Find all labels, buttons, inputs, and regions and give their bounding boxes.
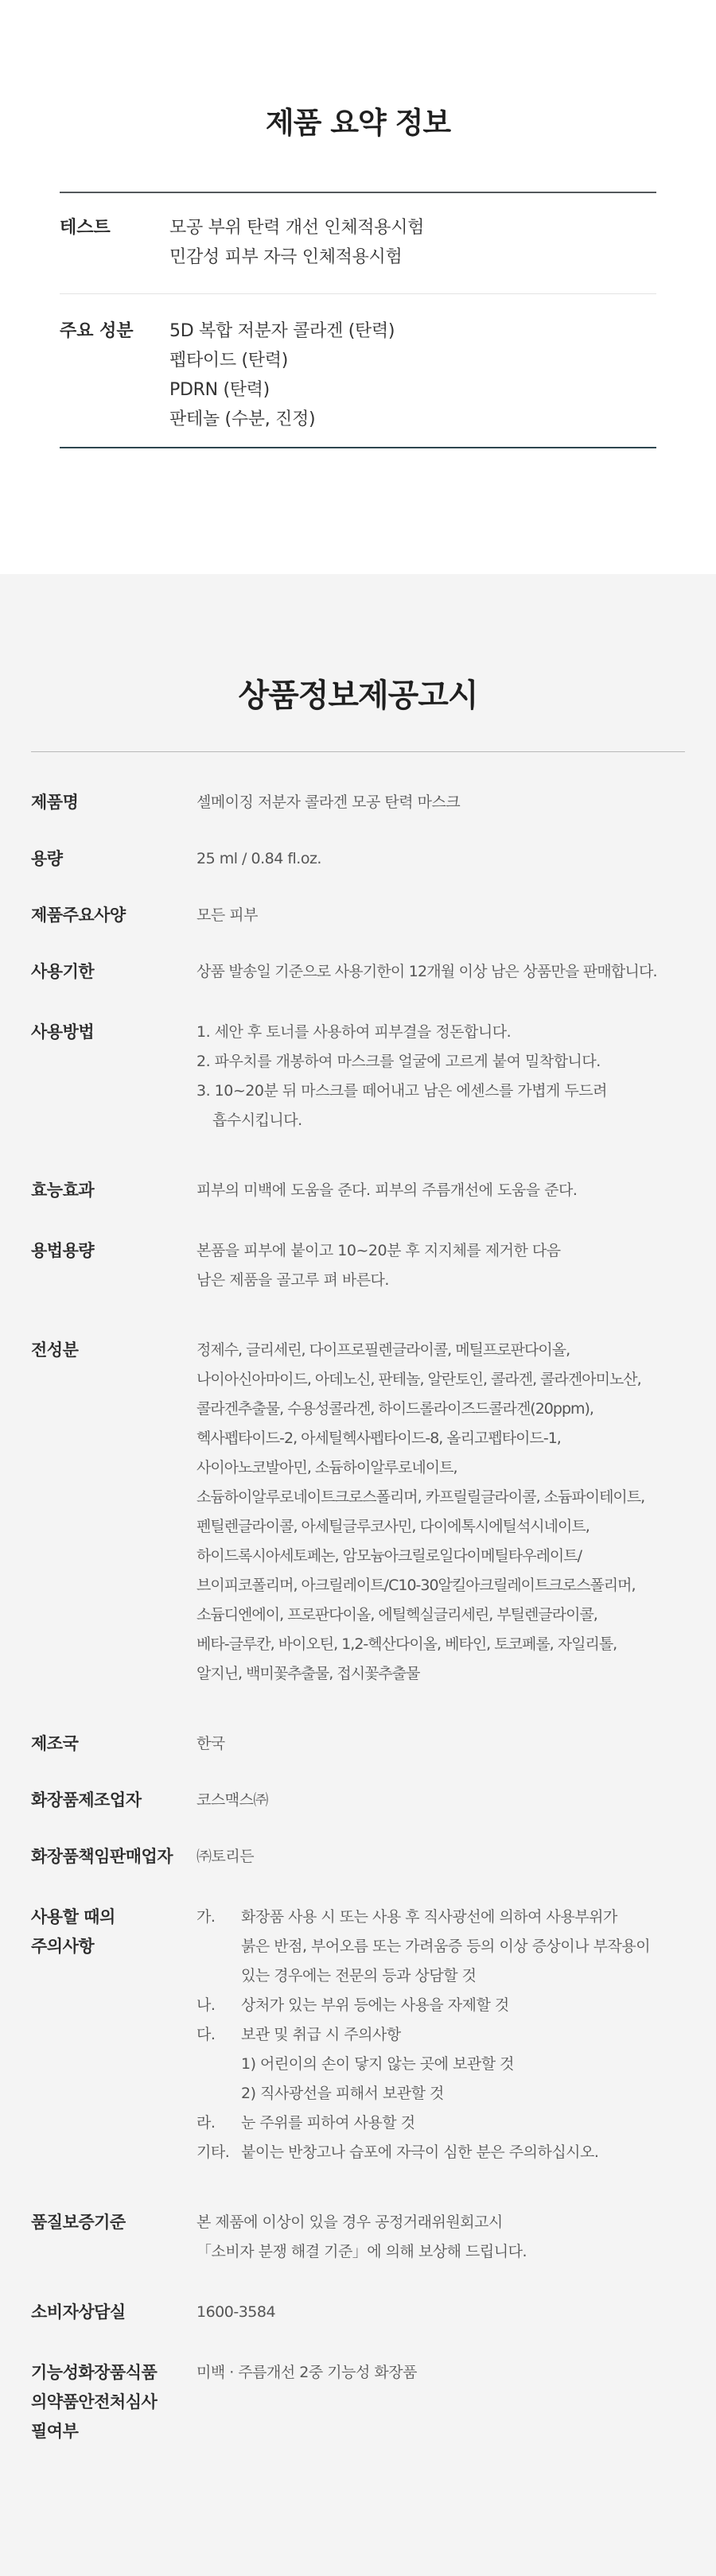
- notice-label: 화장품제조업자: [31, 1790, 142, 1810]
- caution-item: [197, 1903, 685, 1991]
- ingredient-line: 나이아신아마이드, 아데노신, 판테놀, 알란토인, 콜라겐, 콜라겐아미노산,: [197, 1371, 641, 1388]
- notice-row-volume: [31, 831, 685, 887]
- notice-label-line: 주의사항: [31, 1937, 95, 1956]
- summary-label: 테스트: [60, 218, 111, 238]
- notice-value: 25 ml / 0.84 fl.oz.: [197, 850, 321, 867]
- notice-label: 제조국: [31, 1734, 79, 1753]
- caution-line: 보관 및 취급 시 주의사항: [241, 2026, 401, 2043]
- notice-value: [197, 1018, 685, 1135]
- notice-value: 1600-3584: [197, 2303, 276, 2321]
- notice-row-expiry: [31, 944, 685, 1000]
- notice-row-dosage: [31, 1219, 685, 1309]
- notice-value: 한국: [197, 1735, 225, 1752]
- usage-line: 2. 파우치를 개봉하여 마스크를 얼굴에 고르게 붙여 밀착합니다.: [197, 1053, 601, 1070]
- ingredient-line: 정제수, 글리세린, 다이프로필렌글라이콜, 메틸프로판다이올,: [197, 1341, 570, 1359]
- caution-item: [197, 2020, 685, 2109]
- notice-row-product-name: [31, 774, 685, 831]
- caution-item-text: [241, 2138, 598, 2167]
- summary-value: 민감성 피부 자극 인체적용시험: [169, 247, 403, 267]
- caution-line: 붙이는 반창고나 습포에 자극이 심한 분은 주의하십시오.: [241, 2143, 599, 2161]
- product-summary-section: [0, 0, 716, 574]
- notice-label-line: 기능성화장품식품: [31, 2363, 158, 2382]
- summary-row-test: [60, 193, 656, 293]
- ingredient-line: 사이아노코발아민, 소듐하이알루로네이트,: [197, 1459, 457, 1476]
- caution-line: 붉은 반점, 부어오름 또는 가려움증 등의 이상 증상이나 부작용이: [241, 1938, 651, 1955]
- notice-row-seller: [31, 1829, 685, 1885]
- notice-row-usage: [31, 1000, 685, 1149]
- ingredient-line: 베타-글루칸, 바이오틴, 1,2-헥산다이올, 베타인, 토코페롤, 자일리톨,: [197, 1635, 617, 1653]
- caution-line: 화장품 사용 시 또는 사용 후 직사광선에 의하여 사용부위가: [241, 1908, 617, 1926]
- summary-value: 펩타이드 (탄력): [169, 351, 288, 370]
- summary-value: 모공 부위 탄력 개선 인체적용시험: [169, 218, 425, 238]
- notice-value: ㈜토리든: [197, 1848, 255, 1865]
- notice-title: 상품정보제공고시: [238, 677, 478, 714]
- notice-value: 셀메이징 저분자 콜라겐 모공 탄력 마스크: [197, 793, 461, 811]
- notice-label: 제품주요사양: [31, 906, 126, 925]
- caution-line: 있는 경우에는 전문의 등과 상담할 것: [241, 1967, 477, 1984]
- notice-row-contact: [31, 2280, 685, 2341]
- summary-label: 주요 성분: [60, 321, 134, 341]
- notice-label: 용량: [31, 849, 63, 868]
- caution-item: [197, 1991, 685, 2020]
- caution-item-text: [241, 1903, 650, 1991]
- notice-row-caution: [31, 1885, 685, 2181]
- caution-item-text: [241, 2020, 514, 2109]
- ingredient-line: 헥사펩타이드-2, 아세틸헥사펩타이드-8, 올리고펩타이드-1,: [197, 1430, 561, 1447]
- caution-item: [197, 2138, 685, 2167]
- summary-title: 제품 요약 정보: [265, 106, 451, 140]
- notice-row-functional: [31, 2341, 685, 2460]
- caution-item-num: 가.: [197, 1908, 216, 1926]
- caution-item-num: 라.: [197, 2114, 216, 2132]
- caution-item-num: 기타.: [197, 2143, 230, 2161]
- caution-item-num: 나.: [197, 1996, 216, 2014]
- notice-value: [197, 1236, 685, 1295]
- caution-line: 눈 주위를 피하여 사용할 것: [241, 2114, 415, 2132]
- dosage-line: 본품을 피부에 붙이고 10~20분 후 지지체를 제거한 다음: [197, 1242, 561, 1259]
- ingredient-line: 브이피코폴리머, 아크릴레이트/C10-30알킬아크릴레이트크로스폴리머,: [197, 1577, 636, 1594]
- usage-line: 3. 10~20분 뒤 마스크를 떼어내고 남은 에센스를 가볍게 두드려: [197, 1082, 608, 1100]
- product-info-notice-section: [0, 574, 716, 2576]
- notice-row-origin: [31, 1702, 685, 1772]
- notice-label: [31, 2358, 197, 2446]
- notice-row-warranty: [31, 2181, 685, 2280]
- usage-line: 흡수시킵니다.: [212, 1111, 302, 1129]
- notice-value: [197, 1336, 685, 1689]
- caution-item-num: 다.: [197, 2026, 216, 2043]
- caution-item-text: [241, 2109, 415, 2138]
- caution-item: [197, 2109, 685, 2138]
- caution-line: 1) 어린이의 손이 닿지 않는 곳에 보관할 것: [241, 2055, 514, 2073]
- notice-label: 제품명: [31, 793, 79, 812]
- notice-label-line: 사용할 때의: [31, 1907, 115, 1926]
- notice-value: 피부의 미백에 도움을 준다. 피부의 주름개선에 도움을 준다.: [197, 1181, 578, 1199]
- notice-value: [197, 2208, 685, 2267]
- ingredient-line: 콜라겐추출물, 수용성콜라겐, 하이드롤라이즈드콜라겐(20ppm),: [197, 1400, 593, 1418]
- ingredient-line: 소듐디엔에이, 프로판다이올, 에틸헥실글리세린, 부틸렌글라이콜,: [197, 1606, 597, 1624]
- notice-row-skin-type: [31, 887, 685, 944]
- summary-value: PDRN (탄력): [169, 380, 270, 400]
- summary-value: 5D 복합 저분자 콜라겐 (탄력): [169, 321, 395, 341]
- caution-line: 2) 직사광선을 피해서 보관할 것: [241, 2085, 444, 2102]
- notice-label: [31, 1903, 197, 2167]
- dosage-line: 남은 제품을 골고루 펴 바른다.: [197, 1271, 389, 1289]
- usage-line: 1. 세안 후 토너를 사용하여 피부결을 정돈합니다.: [197, 1023, 512, 1041]
- summary-value: 판테놀 (수분, 진정): [169, 409, 316, 429]
- notice-label-line: 필여부: [31, 2422, 79, 2441]
- ingredient-line: 알지닌, 백미꽃추출물, 접시꽃추출물: [197, 1665, 420, 1682]
- caution-line: 상처가 있는 부위 등에는 사용을 자제할 것: [241, 1996, 509, 2014]
- notice-label: 사용기한: [31, 962, 95, 981]
- notice-table: [31, 751, 685, 2460]
- notice-row-efficacy: [31, 1149, 685, 1219]
- warranty-line: 「소비자 분쟁 해결 기준」에 의해 보상해 드립니다.: [197, 2243, 527, 2260]
- summary-row-ingredients: [60, 293, 656, 447]
- summary-values: [169, 316, 656, 434]
- ingredient-line: 소듐하이알루로네이트크로스폴리머, 카프릴릴글라이콜, 소듐파이테이트,: [197, 1488, 645, 1506]
- summary-table: [60, 192, 656, 448]
- notice-label-line: 의약품안전처심사: [31, 2392, 158, 2411]
- caution-item-text: [241, 1991, 509, 2020]
- notice-value: 상품 발송일 기준으로 사용기한이 12개월 이상 남은 상품만을 판매합니다.: [197, 963, 657, 980]
- notice-label: 소비자상담실: [31, 2302, 126, 2322]
- ingredient-line: 펜틸렌글라이콜, 아세틸글루코사민, 다이에톡시에틸석시네이트,: [197, 1518, 590, 1535]
- summary-values: [169, 213, 656, 272]
- notice-label: 화장품책임판매업자: [31, 1847, 173, 1866]
- notice-row-manufacturer: [31, 1772, 685, 1829]
- notice-value: 코스맥스㈜: [197, 1791, 268, 1809]
- warranty-line: 본 제품에 이상이 있을 경우 공정거래위원회고시: [197, 2213, 503, 2231]
- notice-label: 품질보증기준: [31, 2213, 126, 2232]
- notice-label: 용법용량: [31, 1241, 95, 1260]
- notice-value: [197, 1903, 685, 2167]
- notice-row-ingredients: [31, 1309, 685, 1702]
- notice-label: 사용방법: [31, 1022, 95, 1042]
- notice-value: 모든 피부: [197, 906, 258, 924]
- notice-value: 미백 · 주름개선 2중 기능성 화장품: [197, 2364, 417, 2381]
- ingredient-line: 하이드록시아세토페논, 암모늄아크릴로일다이메틸타우레이트/: [197, 1547, 582, 1565]
- notice-label: 효능효과: [31, 1181, 95, 1200]
- notice-label: 전성분: [31, 1340, 79, 1360]
